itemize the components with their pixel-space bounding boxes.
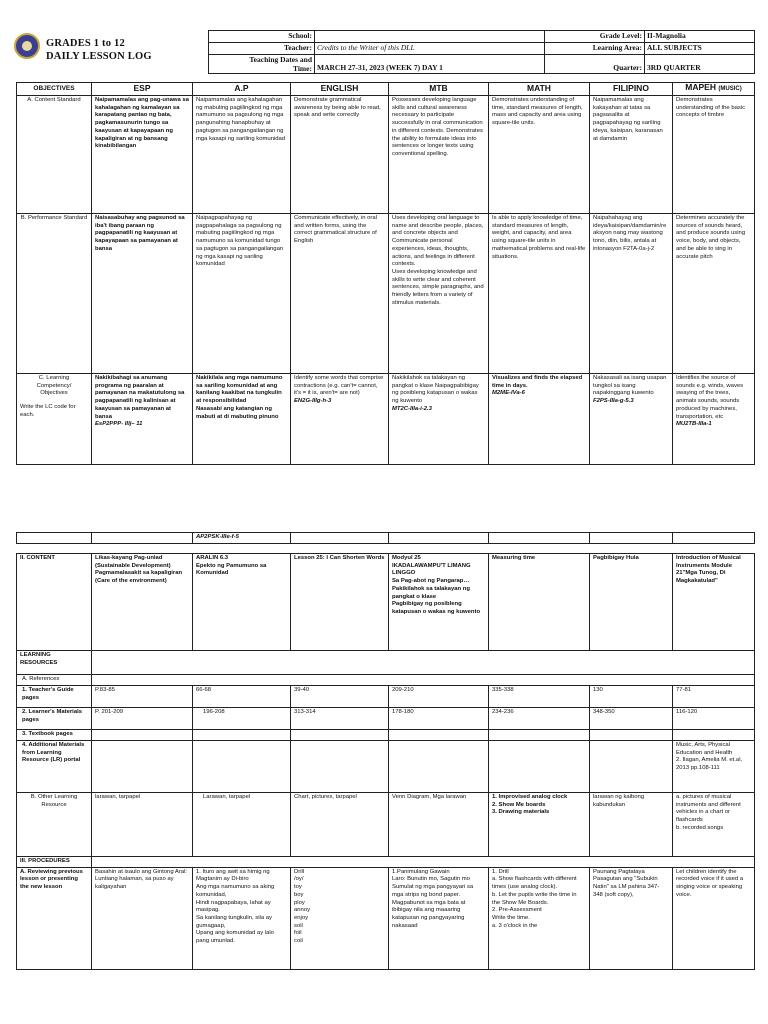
learning-resources-label: [17, 651, 92, 675]
grade-level-value: II-Magnolia: [645, 31, 755, 43]
column-header-math: MATH: [489, 83, 590, 96]
review-mtb-1: 1.Panimulang Gawain: [392, 868, 450, 875]
column-header-mtb: MTB: [389, 83, 489, 96]
review-mtb-4: Magpabunot sa mga bata at ibibigay nila ang maaaring katapusan ng pangyayaring nakasaad: [392, 899, 466, 929]
references-row: [17, 675, 755, 686]
textbook-empty-math: [489, 730, 590, 741]
teaching-dates-label-line1: Teaching Dates and: [249, 55, 312, 64]
review-mtb-3: Sumulat ng mga pangyayari sa mga strips ng bond paper.: [392, 884, 474, 898]
review-english-word: foil: [294, 930, 302, 937]
review-english-word: annoy: [294, 907, 311, 914]
review-english-word: enjoy: [294, 914, 309, 921]
competency-math: [489, 374, 590, 465]
ap-code-continuation-row: [17, 533, 755, 544]
content-standard-ap: Naipamamalas ang kahalagahan ng mabuting pagiilingkod ng mga namumuno sa pagsulong ng mga pangunahing hanapbuhay at pagtugon sa pangangailangan ng mga kasapi ng sariling komunidad: [193, 96, 291, 214]
learning-resources-row: [17, 651, 755, 675]
textbook-row: [17, 730, 755, 741]
performance-standard-filipino: Naipahahayag ang ideya/kaisipan/damdamin/reaksyon nang may wastong tono, diin, bilis, antala at intonasyon F2TA-0a-j-2: [590, 214, 673, 374]
textbook-empty-mtb: [389, 730, 489, 741]
review-english-drill: Drill: [294, 868, 305, 875]
competency-mtb-code: MT2C-IIIa-i-2.3: [392, 405, 432, 412]
content-esp-2: Pagmamalasakit sa kapaligiran: [95, 570, 183, 577]
other-math-2: 2. Show Me boards: [492, 801, 546, 808]
textbook-empty-filipino: [590, 730, 673, 741]
mapeh-header-sublabel: (MUSIC): [718, 86, 742, 93]
competency-esp: [92, 374, 193, 465]
review-math-5: Write the time.: [492, 914, 530, 921]
continuation-empty-math: [489, 533, 590, 544]
content-standard-english: Demonstrate grammatical awareness by being able to read, speak and write correctly: [291, 96, 389, 214]
column-header-english: ENGLISH: [291, 83, 389, 96]
continuation-empty-label: [17, 533, 92, 544]
competency-math-text: Visualizes and finds the elapsed time in days.: [492, 375, 583, 389]
school-label: School:: [209, 31, 315, 43]
content-esp: [92, 554, 193, 651]
content-standard-row: [17, 96, 755, 214]
review-english-word: coil: [294, 938, 303, 945]
continuation-empty-esp: [92, 533, 193, 544]
review-math-4: 2. Pre-Assessment: [492, 907, 542, 914]
textbook-empty-english: [291, 730, 389, 741]
performance-standard-mapeh: Determines accurately the sources of sounds heard, and produce sounds using voice, body, and objects, and be able to sing in accurate pitch: [673, 214, 755, 374]
competency-english-text: Identify some words that comprise contractions (e.g. can't= cannot, it's = it is, aren't= are not): [294, 375, 384, 397]
learning-area-label: Learning Area:: [545, 43, 645, 55]
continuation-empty-english: [291, 533, 389, 544]
review-english-word: /oy/: [294, 876, 304, 883]
review-math-6: a. 3 o'clock in the: [492, 922, 538, 929]
content-mtb-2: IKADALAWAMPU'T LIMANG LINGGO: [392, 562, 471, 577]
textbook-empty-ap: [193, 730, 291, 741]
competency-filipino-text: Nakasasali sa isang usapan tungkol sa isang napakinggang kuwento: [593, 375, 667, 397]
column-header-mapeh: [673, 83, 755, 96]
performance-standard-english: Communicate effectively, in oral and written forms, using the correct grammatical structure of English: [291, 214, 389, 374]
school-value: [315, 31, 545, 43]
competency-label-line2: Competency/: [36, 382, 72, 389]
learning-resources-label-2: RESOURCES: [20, 659, 58, 666]
doc-title-grades: GRADES 1 to 12: [46, 38, 125, 49]
competency-mtb: [389, 374, 489, 465]
review-ap-1: 1. Ituro ang awit sa himig ng Magtanim ay Di-biro: [196, 868, 270, 883]
review-math-1: 1. Drill: [492, 868, 509, 875]
competency-note: Write the LC code for each.: [20, 404, 76, 418]
deped-seal-logo: [14, 33, 40, 59]
lr-empty-ap: [193, 741, 291, 793]
competency-esp-code: EsP2PPP- IIIj– 11: [95, 421, 143, 428]
objectives-table: [16, 82, 755, 465]
column-header-filipino: FILIPINO: [590, 83, 673, 96]
review-mtb: [389, 867, 489, 969]
learners-materials-label: 2. Learner's Materials pages: [17, 708, 92, 730]
references-empty: [92, 675, 755, 686]
performance-standard-mtb-1: Uses developing oral language to name and describe people, places, and concrete objects and Communicate personal experiences, ideas, thoughts, actions, and feelings in different contexts.: [392, 215, 484, 268]
lr-empty-esp: [92, 741, 193, 793]
content-standard-label: A. Content Standard: [17, 96, 92, 214]
teachers-guide-label: 1. Teacher's Guide pages: [17, 686, 92, 708]
continuation-empty-mapeh: [673, 533, 755, 544]
header-info-table: [208, 30, 755, 74]
lr-empty-mtb: [389, 741, 489, 793]
teaching-dates-value: MARCH 27-31, 2023 (WEEK 7) DAY 1: [315, 55, 545, 74]
lm-english: 313-314: [291, 708, 389, 730]
content-ap-1: ARALIN 6.3: [196, 555, 229, 561]
content-standard-esp: Naipamamalas ang pag-unawa sa kahalagahan ng kamalayan sa karapatang pantao ng bata, pagkamasunurin tungo sa kaayusan at kapayapaan ng kapaligiran at ng bansang kinabibilangan: [92, 96, 193, 214]
review-english-word: boy: [294, 891, 304, 898]
textbook-empty-mapeh: [673, 730, 755, 741]
performance-standard-row: [17, 214, 755, 374]
tg-english: 39-40: [291, 686, 389, 708]
tg-esp: P.83-85: [92, 686, 193, 708]
other-esp: larawan, tarpapel: [92, 793, 193, 857]
performance-standard-math: Is able to apply knowledge of time, standard measures of length, weight, and capacity, and area using square-tile units in mathematical problems and real-life situations.: [489, 214, 590, 374]
competency-filipino-code: F2PS-IIIa-g-5.3: [593, 398, 634, 405]
spacer-cell: [17, 544, 755, 554]
teacher-value: Credits to the Writer of this DLL: [315, 43, 545, 55]
lr-portal-label: 4. Additional Materials from Learning Resource (LR) portal: [17, 741, 92, 793]
teaching-dates-label: [209, 55, 315, 74]
content-row: [17, 554, 755, 651]
teachers-guide-row: [17, 686, 755, 708]
review-math-2: a. Show flashcards with different times (use analog clock).: [492, 876, 577, 891]
other-mapeh-1: a. pictures of musical instruments and different vehicles in a chart or flashcards: [676, 794, 741, 824]
learning-resources-label-1: LEARNING: [20, 652, 51, 658]
review-english-word: toy: [294, 884, 302, 891]
column-header-esp: ESP: [92, 83, 193, 96]
lm-math: 234-236: [489, 708, 590, 730]
other-math-1: 1. Improvised analog clock: [492, 794, 568, 800]
review-ap: [193, 867, 291, 969]
lr-empty-english: [291, 741, 389, 793]
review-english-word: ploy: [294, 899, 305, 906]
tg-ap: 66-68: [193, 686, 291, 708]
tg-math: 335-338: [489, 686, 590, 708]
learning-resources-empty: [92, 651, 755, 675]
review-ap-5: Upang ang komunidad ay lalo pang umunlad.: [196, 930, 274, 945]
competency-label: [17, 374, 92, 465]
lr-empty-filipino: [590, 741, 673, 793]
content-math: Measuring time: [489, 554, 590, 651]
performance-standard-mtb-2: Uses developing knowledge and skills to write clear and coherent sentences, simple paragraphs, and friendly letters from a variety of stimulus materials.: [392, 268, 484, 306]
competency-ap: [193, 374, 291, 465]
competency-mtb-text: Nakikilahok sa talakayan ng pangkat o klase Naipagpabibigay ng posibleng katapusan o wakas ng kuwento: [392, 375, 479, 405]
other-math-3: 3. Drawing materials: [492, 809, 550, 816]
content-ap-2: Epekto ng Pamumuno sa Komunidad: [196, 562, 267, 577]
competency-ap-code: AP2PSK-IIIe-f-5: [193, 533, 291, 544]
competency-ap-text-1: Nakikilala ang mga namumuno sa sariling komunidad at ang kanilang kaakibat na tungkulin at responsibilidad: [196, 375, 283, 405]
review-math-3: b. Let the pupils write the time in the Show Me Boards.: [492, 891, 577, 906]
teaching-dates-label-line2: Time:: [292, 64, 312, 73]
content-standard-mapeh: Demonstrates understanding of the basic concepts of timbre: [673, 96, 755, 214]
content-ap: [193, 554, 291, 651]
competency-math-code: M2ME-IVa-6: [492, 390, 525, 397]
content-label: II. CONTENT: [17, 554, 92, 651]
content-esp-1: Likas-kayang Pag-unlad (Sustainable Development): [95, 555, 171, 569]
content-filipino: Pagbibigay Hula: [590, 554, 673, 651]
textbook-label: 3. Textbook pages: [17, 730, 92, 741]
content-english: Lesson 25: I Can Shorten Words: [291, 554, 389, 651]
column-header-objectives: OBJECTIVES: [17, 83, 92, 96]
competency-english: [291, 374, 389, 465]
content-mapeh: Introduction of Musical Instruments Module 21"Mga Tunog, Di Magkakatulad": [673, 554, 755, 651]
competency-mapeh-code: MU2TB-IIIa-1: [676, 421, 712, 428]
competency-row: [17, 374, 755, 465]
content-mtb: [389, 554, 489, 651]
doc-title-dll: DAILY LESSON LOG: [46, 51, 152, 62]
other-resources-label: B. Other Learning Resource: [17, 793, 92, 857]
lm-esp: P. 201-209: [92, 708, 193, 730]
review-label: A. Reviewing previous lesson or presenting the new lesson: [17, 867, 92, 969]
lr-empty-math: [489, 741, 590, 793]
review-ap-4: Sa kanilang tungkulin, sila ay gumagaap,: [196, 914, 272, 929]
content-standard-filipino: Naipamamalas ang kakayahan at tatas sa pagsasalita at pagpapahayag ng sariling ideya, kaisipan, karanasan at damdamin: [590, 96, 673, 214]
procedures-label: III. PROCEDURES: [17, 857, 92, 868]
spacer-row: [17, 544, 755, 554]
review-mapeh: Let children identify the recorded voice if it used a singing voice or speaking voice.: [673, 867, 755, 969]
other-mapeh-2: b. recorded songs: [676, 824, 724, 831]
competency-esp-text: Nakikibahagi sa anumang programa ng paaralan at pamayanan na makatutulong sa pagpapanatili ng kalinisan at kaayusan sa pamayanan at bansa: [95, 375, 185, 420]
review-mtb-2: Laro: Bunutin mo, Sagutin mo: [392, 876, 470, 883]
learners-materials-row: [17, 708, 755, 730]
references-label: A. References: [17, 675, 92, 686]
review-math: [489, 867, 590, 969]
other-filipino: larawan ng kaibong kabundukan: [590, 793, 673, 857]
lm-mtb: 178-180: [389, 708, 489, 730]
competency-label-line1: C. Learning: [38, 375, 70, 381]
competency-label-line3: Objectives: [40, 390, 68, 397]
lm-filipino: 348-350: [590, 708, 673, 730]
other-mapeh: [673, 793, 755, 857]
performance-standard-label: B. Performance Standard: [17, 214, 92, 374]
continuation-empty-filipino: [590, 533, 673, 544]
teacher-label: Teacher:: [209, 43, 315, 55]
lr-mapeh: [673, 741, 755, 793]
competency-filipino: [590, 374, 673, 465]
mapeh-header-label: MAPEH: [685, 82, 716, 93]
other-mtb: Venn Diagram, Mga larawan: [389, 793, 489, 857]
performance-standard-ap: Naipagpapahayag ng pagpapahalaga sa pagsulong ng mabuting pagiilingkod ng mga namumuno sa komunidad tungo sa pagtugon sa pangangailangan ng mga kasapi ng sariling komunidad: [193, 214, 291, 374]
column-header-ap: A.P: [193, 83, 291, 96]
review-filipino: Paunang Pagtataya Pasagutan ang "Subukin Natin" sa LM pahina 347-348 (soft copy),: [590, 867, 673, 969]
content-mtb-1: Modyul 25: [392, 555, 421, 561]
quarter-label: Quarter:: [545, 55, 645, 74]
other-english: Chart, pictures, tarpapel: [291, 793, 389, 857]
grade-level-label: Grade Level:: [545, 31, 645, 43]
competency-english-code: EN2G-IIIg-h-3: [294, 398, 332, 405]
content-standard-mtb: Possesses developing language skills and cultural awareness necessary to participate successfully in oral communication in different contexts. Demonstrates the ability to formulate ideas into sentences or longer texts using conventional spelling.: [389, 96, 489, 214]
quarter-value: 3RD QUARTER: [645, 55, 755, 74]
procedures-header-row: [17, 857, 755, 868]
review-esp: Basahin at isaulo ang Gintong Aral: Luntiang halaman, sa puso ay kaligayahan: [92, 867, 193, 969]
other-math: [489, 793, 590, 857]
learning-area-value: ALL SUBJECTS: [645, 43, 755, 55]
review-english-word: soil: [294, 922, 303, 929]
review-ap-3: Hindi nagpapabaya, lahat ay masipag.: [196, 899, 271, 914]
lr-portal-row: [17, 741, 755, 793]
competency-ap-text-2: Nasasabi ang katangian ng mabuti at di mabuting pinuno: [196, 405, 279, 420]
textbook-empty-esp: [92, 730, 193, 741]
lr-mapeh-2: 2. Ilagan, Amelia M. et.al, 2013 pp.108-111: [676, 757, 743, 772]
content-esp-3: (Care of the environment): [95, 578, 167, 585]
competency-mapeh: [673, 374, 755, 465]
other-ap: Larawan, tarpapel: [193, 793, 291, 857]
review-ap-2: Ang mga namumuno sa aking komunidad,: [196, 884, 275, 898]
content-table: [16, 532, 755, 970]
lm-mapeh: 116-120: [673, 708, 755, 730]
lr-mapeh-1: Music, Arts, Physical Education and Health: [676, 742, 733, 756]
performance-standard-mtb: [389, 214, 489, 374]
procedures-empty: [92, 857, 755, 868]
content-mtb-4: Pakikilahok sa talakayan ng pangkat o klase: [392, 585, 470, 600]
continuation-empty-mtb: [389, 533, 489, 544]
tg-filipino: 130: [590, 686, 673, 708]
review-english: [291, 867, 389, 969]
lm-ap: 196-208: [193, 708, 291, 730]
content-mtb-5: Pagbibigay ng posibleng katapusan o wakas ng kuwento: [392, 601, 481, 615]
review-row: [17, 867, 755, 969]
other-resources-row: [17, 793, 755, 857]
content-mtb-3: Sa Pag-abot ng Pangarap…: [392, 578, 470, 585]
content-standard-math: Demonstrates understanding of time, standard measures of length, mass and capacity and area using square-tile units.: [489, 96, 590, 214]
tg-mtb: 209-210: [389, 686, 489, 708]
tg-mapeh: 77-81: [673, 686, 755, 708]
performance-standard-esp: Naisasabuhay ang pagsunod sa iba't ibang paraan ng pagpapanatili ng kaayusan at kapayapaan sa pamayanan at bansa: [92, 214, 193, 374]
competency-mapeh-text: Identifies the source of sounds e.g. winds, waves swaying of the trees, animals sounds, sounds produced by machines, transportation, etc: [676, 375, 744, 420]
